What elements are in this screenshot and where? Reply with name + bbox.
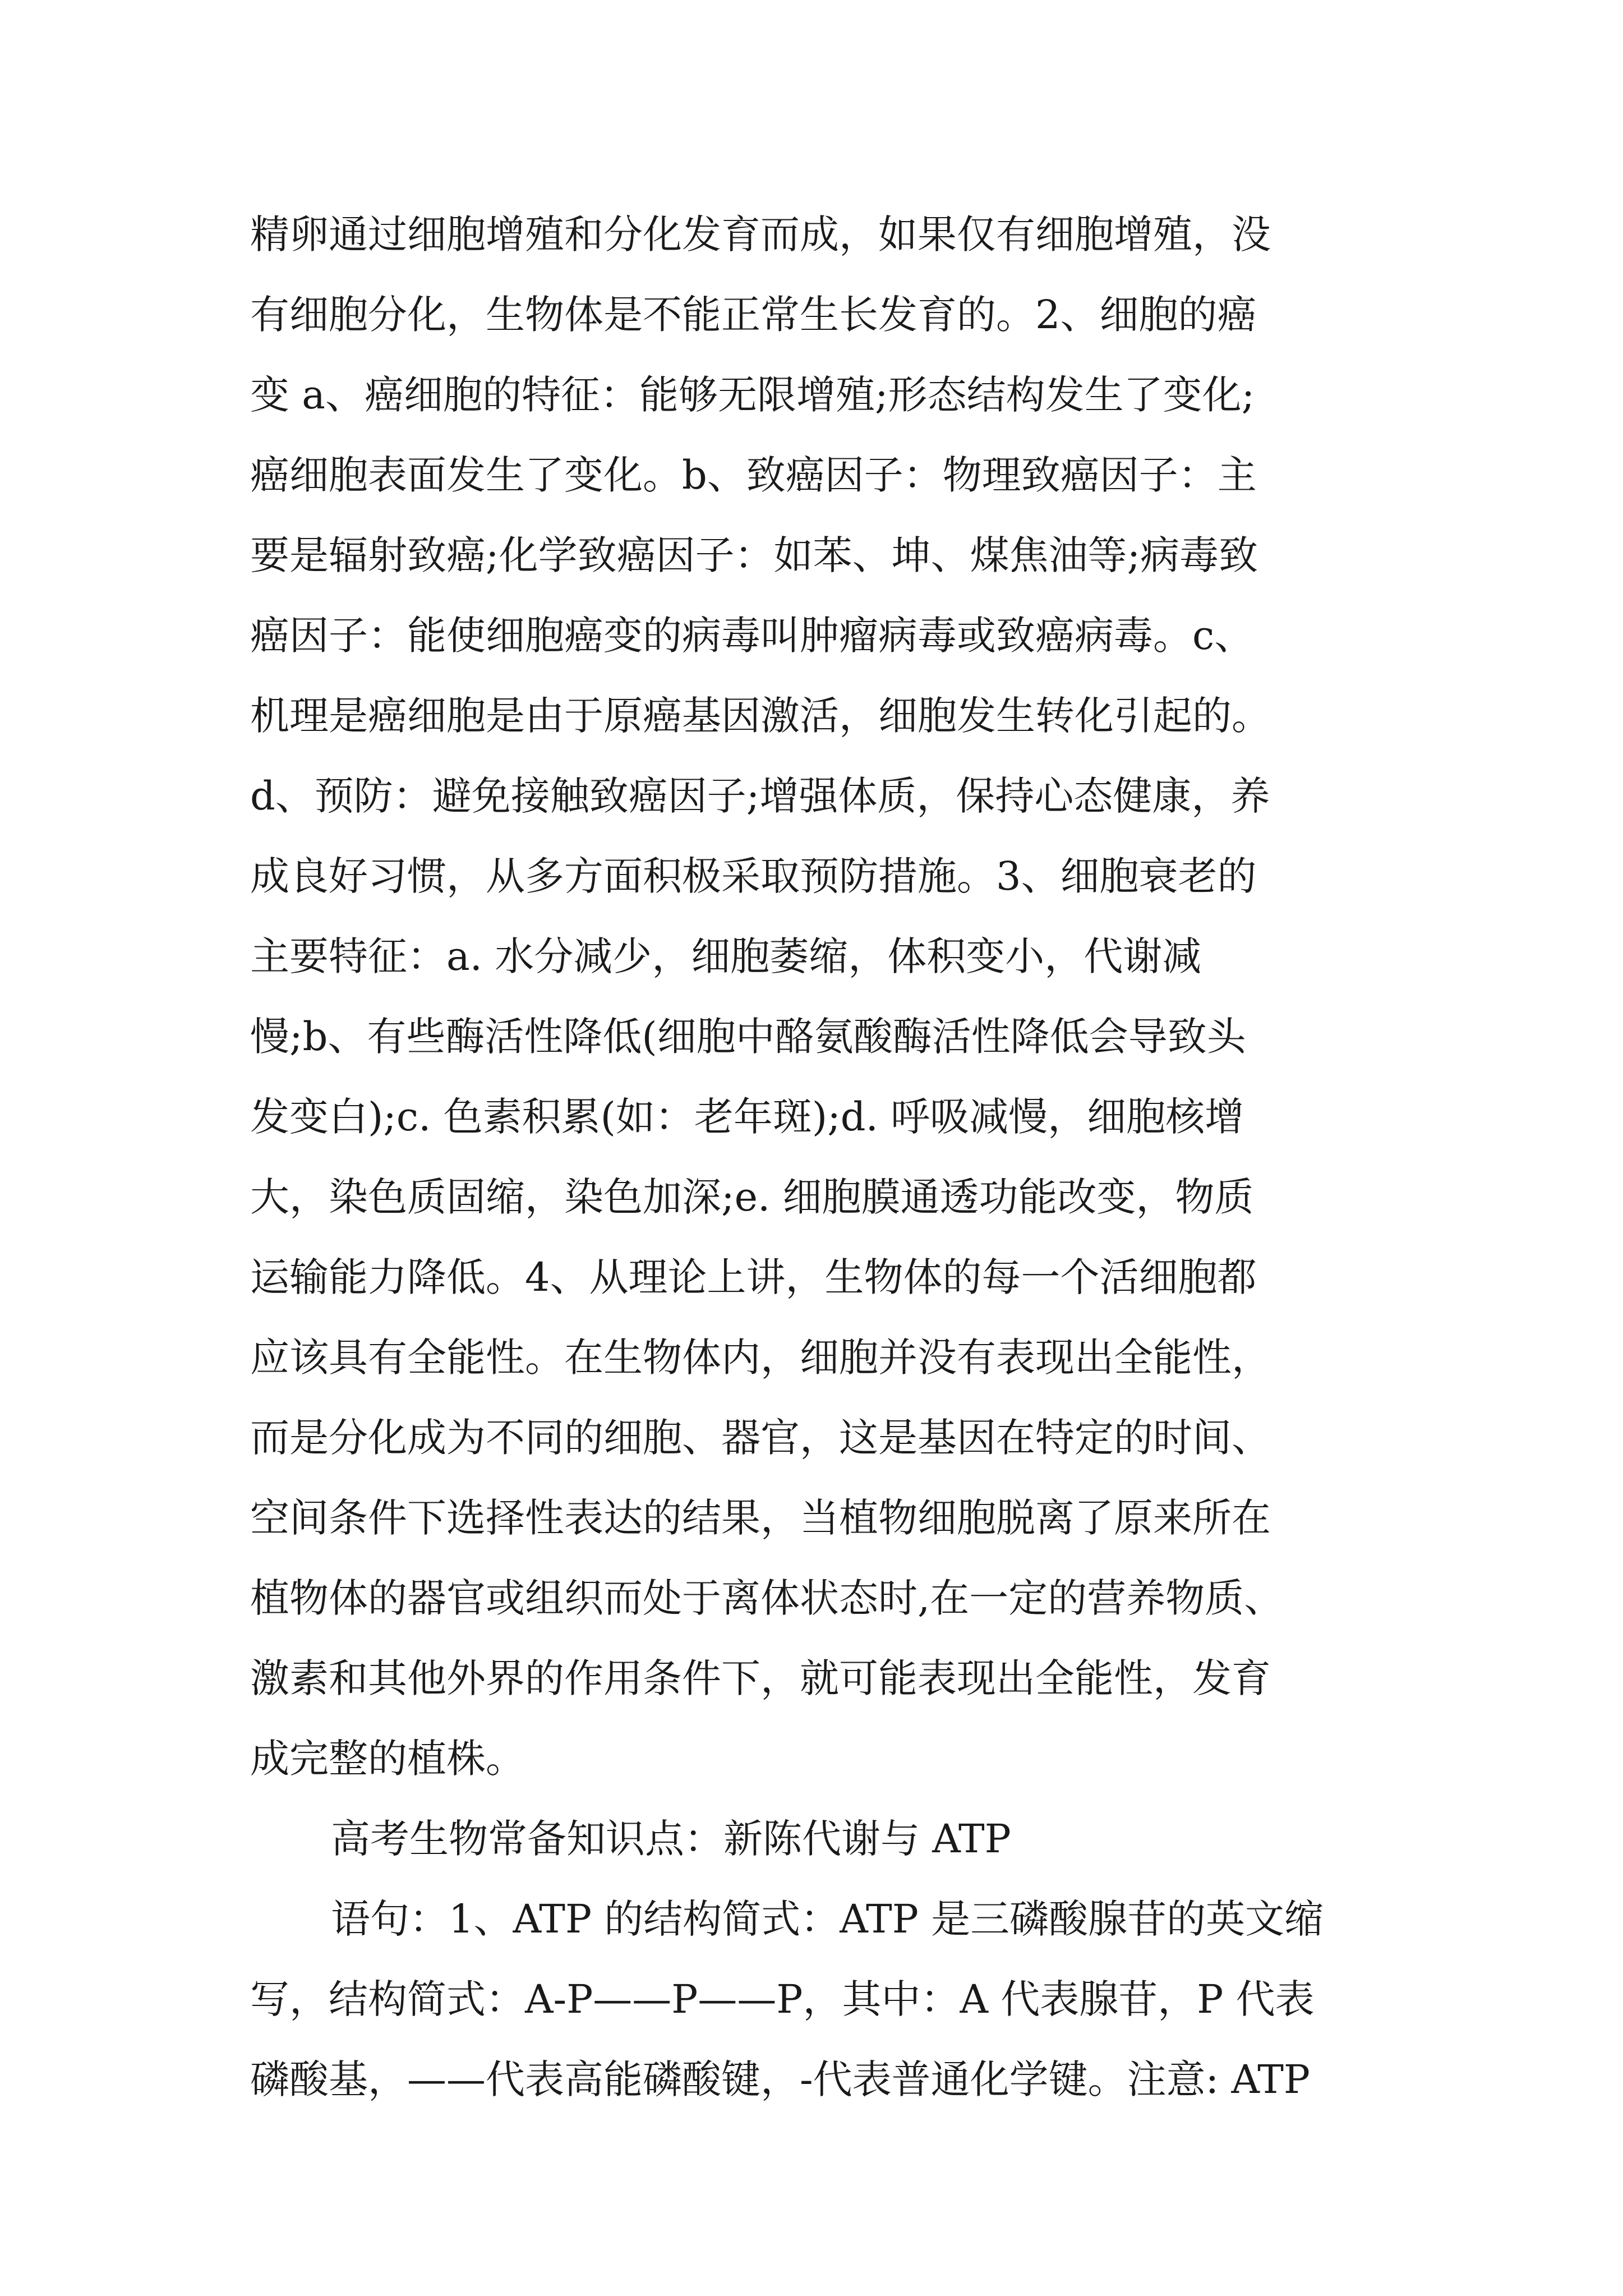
paragraph-line-8: d、预防：避免接触致癌因子;增强体质，保持心态健康，养 [250,773,1270,819]
paragraph-line-6: 癌因子：能使细胞癌变的病毒叫肿瘤病毒或致癌病毒。c、 [250,613,1254,659]
paragraph-line-5: 要是辐射致癌;化学致癌因子：如苯、坤、煤焦油等;病毒致 [250,532,1258,578]
paragraph-line-9: 成良好习惯，从多方面积极采取预防措施。3、细胞衰老的 [250,853,1257,899]
paragraph-line-1: 精卵通过细胞增殖和分化发育而成，如果仅有细胞增殖，没 [250,211,1271,257]
paragraph-line-4: 癌细胞表面发生了变化。b、致癌因子：物理致癌因子：主 [250,452,1257,498]
paragraph-line-11: 慢;b、有些酶活性降低(细胞中酪氨酸酶活性降低会导致头 [250,1014,1246,1060]
paragraph-line-3: 变 a、癌细胞的特征：能够无限增殖;形态结构发生了变化; [250,372,1255,418]
paragraph-line-18: 植物体的器官或组织而处于离体状态时,在一定的营养物质、 [250,1575,1284,1621]
paragraph-line-7: 机理是癌细胞是由于原癌基因激活，细胞发生转化引起的。 [250,693,1271,739]
paragraph-line-20: 成完整的植株。 [250,1736,525,1782]
paragraph-line-14: 运输能力降低。4、从理论上讲，生物体的每一个活细胞都 [250,1254,1257,1300]
paragraph-line-13: 大，染色质固缩，染色加深;e. 细胞膜通透功能改变，物质 [250,1174,1254,1220]
paragraph-line-19: 激素和其他外界的作用条件下，就可能表现出全能性，发育 [250,1655,1271,1701]
paragraph2-line-3: 磷酸基，——代表高能磷酸键，-代表普通化学键。注意: ATP [250,2056,1310,2102]
paragraph-line-2: 有细胞分化，生物体是不能正常生长发育的。2、细胞的癌 [250,292,1257,338]
paragraph2-line-2: 写，结构简式：A-P——P——P，其中：A 代表腺苷，P 代表 [250,1976,1315,2022]
paragraph-line-12: 发变白);c. 色素积累(如：老年斑);d. 呼吸减慢，细胞核增 [250,1094,1244,1140]
paragraph-line-15: 应该具有全能性。在生物体内，细胞并没有表现出全能性， [250,1335,1271,1381]
paragraph-line-17: 空间条件下选择性表达的结果，当植物细胞脱离了原来所在 [250,1495,1271,1541]
paragraph2-line-1: 语句：1、ATP 的结构简式：ATP 是三磷酸腺苷的英文缩 [331,1896,1324,1942]
paragraph-line-16: 而是分化成为不同的细胞、器官，这是基因在特定的时间、 [250,1415,1271,1461]
paragraph-line-10: 主要特征：a. 水分减少，细胞萎缩，体积变小，代谢减 [250,933,1202,979]
section-heading: 高考生物常备知识点：新陈代谢与 ATP [331,1816,1011,1862]
